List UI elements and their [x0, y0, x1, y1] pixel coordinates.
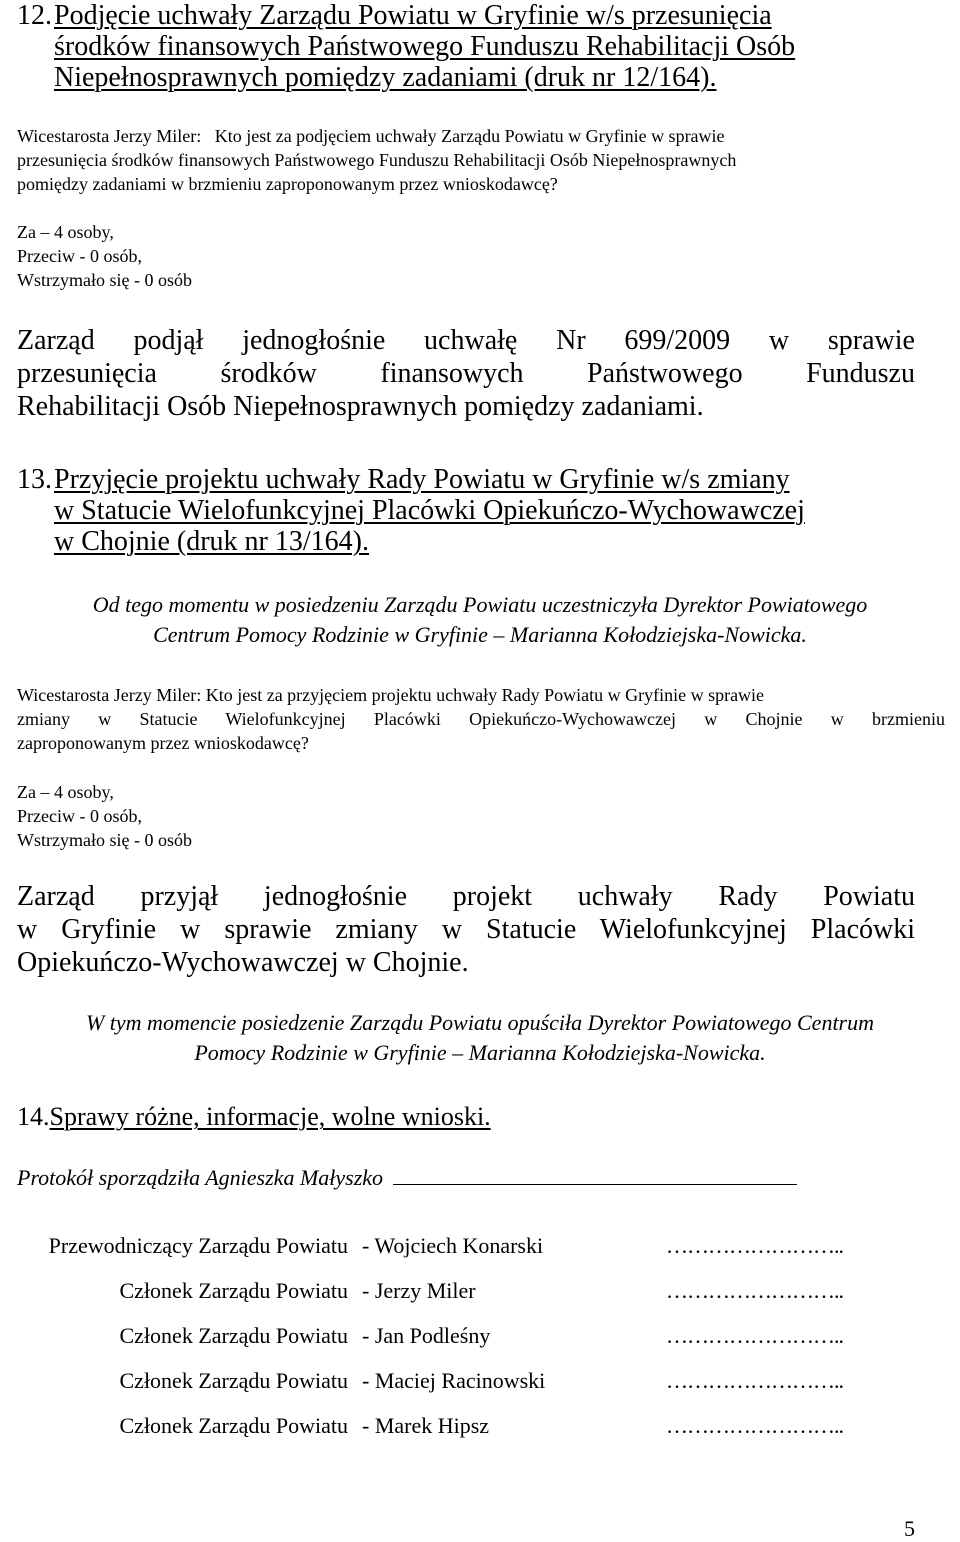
signer-name: - Jerzy Miler [362, 1278, 476, 1303]
protocol-author: Protokół sporządziła Agnieszka Małyszko [17, 1165, 384, 1190]
signer-role: Członek Zarządu Powiatu [119, 1413, 348, 1438]
signature-dots: …………………….. [666, 1413, 843, 1438]
vote-for: Za – 4 osoby, [17, 222, 114, 242]
signature-row [0, 1233, 960, 1278]
section-13-question [17, 683, 945, 755]
section-13-note [17, 590, 943, 650]
section-12-heading [17, 0, 947, 93]
question-line-2: zmiany w Statucie Wielofunkcyjnej Placówki Opiekuńczo-Wychowawczej w Chojnie w brzmieniu [17, 709, 945, 729]
signer-name: - Maciej Racinowski [362, 1368, 546, 1393]
signer-name: - Jan Podleśny [362, 1323, 491, 1348]
vote-against: Przeciw - 0 osób, [17, 246, 142, 266]
decision-line-1: Zarząd podjął jednogłośnie uchwałę Nr 699/2009 w sprawie [17, 325, 915, 356]
section-13-title-line-3: w Chojnie (druk nr 13/164). [54, 526, 369, 557]
note-line-2: Centrum Pomocy Rodzinie w Gryfinie – Marianna Kołodziejska-Nowicka. [153, 622, 807, 647]
signature-row [0, 1368, 960, 1413]
section-12-title-line-2: środków finansowych Państwowego Funduszu Rehabilitacji Osób [54, 31, 796, 62]
decision-line-2: w Gryfinie w sprawie zmiany w Statucie Wielofunkcyjnej Placówki [17, 914, 915, 945]
leave-note-line-1: W tym momencie posiedzenie Zarządu Powiatu opuściła Dyrektor Powiatowego Centrum [85, 1010, 875, 1035]
section-13-number: 13. [17, 464, 52, 495]
signer-role: Członek Zarządu Powiatu [119, 1368, 348, 1393]
question-line-2: przesunięcia środków finansowych Państwowego Funduszu Rehabilitacji Osób Niepełnosprawnych [17, 150, 737, 170]
section-13-leave-note [17, 1008, 943, 1068]
decision-line-2: przesunięcia środków finansowych Państwowego Funduszu [17, 358, 915, 389]
section-13-vote [17, 780, 192, 852]
section-14-heading [17, 1101, 491, 1133]
section-14-title: Sprawy różne, informacje, wolne wnioski. [49, 1102, 491, 1131]
signature-dots: …………………….. [666, 1368, 843, 1393]
note-line-1: Od tego momentu w posiedzeniu Zarządu Powiatu uczestniczyła Dyrektor Powiatowego [92, 592, 868, 617]
decision-line-1: Zarząd przyjął jednogłośnie projekt uchwały Rady Powiatu [17, 881, 915, 912]
signature-dots: …………………….. [666, 1233, 843, 1258]
protocol-line [17, 1164, 797, 1192]
signature-line [393, 1164, 797, 1185]
signer-role: Przewodniczący Zarządu Powiatu [48, 1233, 348, 1258]
section-12-decision [17, 324, 915, 423]
signature-row [0, 1413, 960, 1458]
speaker-label: Wicestarosta Jerzy Miler: [17, 126, 202, 146]
signature-dots: …………………….. [666, 1278, 843, 1303]
signature-dots: …………………….. [666, 1323, 843, 1348]
section-13-heading [17, 464, 947, 557]
vote-abstain: Wstrzymało się - 0 osób [17, 830, 192, 850]
page-number: 5 [904, 1516, 915, 1541]
section-13-title-line-1: Przyjęcie projektu uchwały Rady Powiatu w Gryfinie w/s zmiany [54, 464, 790, 495]
signer-name: - Wojciech Konarski [362, 1233, 544, 1258]
vote-against: Przeciw - 0 osób, [17, 806, 142, 826]
section-14-number: 14. [17, 1102, 50, 1131]
section-12-number: 12. [17, 0, 52, 31]
section-12-title-line-3: Niepełnosprawnych pomiędzy zadaniami (druk nr 12/164). [54, 62, 717, 93]
section-12-title-line-1: Podjęcie uchwały Zarządu Powiatu w Gryfinie w/s przesunięcia [54, 0, 772, 31]
leave-note-line-2: Pomocy Rodzinie w Gryfinie – Marianna Kołodziejska-Nowicka. [194, 1040, 766, 1065]
speaker-label: Wicestarosta Jerzy Miler: [17, 685, 202, 705]
vote-abstain: Wstrzymało się - 0 osób [17, 270, 192, 290]
signer-role: Członek Zarządu Powiatu [119, 1323, 348, 1348]
signature-row [0, 1278, 960, 1323]
vote-for: Za – 4 osoby, [17, 782, 114, 802]
question-line-1: Kto jest za podjęciem uchwały Zarządu Powiatu w Gryfinie w sprawie [214, 126, 725, 146]
signer-name: - Marek Hipsz [362, 1413, 490, 1438]
question-line-3: pomiędzy zadaniami w brzmieniu zaproponowanym przez wnioskodawcę? [17, 174, 558, 194]
decision-line-3: Opiekuńczo-Wychowawczej w Chojnie. [17, 947, 469, 978]
question-line-1: Kto jest za przyjęciem projektu uchwały Rady Powiatu w Gryfinie w sprawie [205, 685, 765, 705]
question-line-3: zaproponowanym przez wnioskodawcę? [17, 733, 309, 753]
section-13-decision [17, 880, 915, 979]
section-12-question [17, 124, 945, 196]
signature-list [0, 1233, 960, 1458]
decision-line-3: Rehabilitacji Osób Niepełnosprawnych pomiędzy zadaniami. [17, 391, 704, 422]
signature-row [0, 1323, 960, 1368]
section-12-vote [17, 220, 192, 292]
signer-role: Członek Zarządu Powiatu [119, 1278, 348, 1303]
section-13-title-line-2: w Statucie Wielofunkcyjnej Placówki Opiekuńczo-Wychowawczej [54, 495, 805, 526]
